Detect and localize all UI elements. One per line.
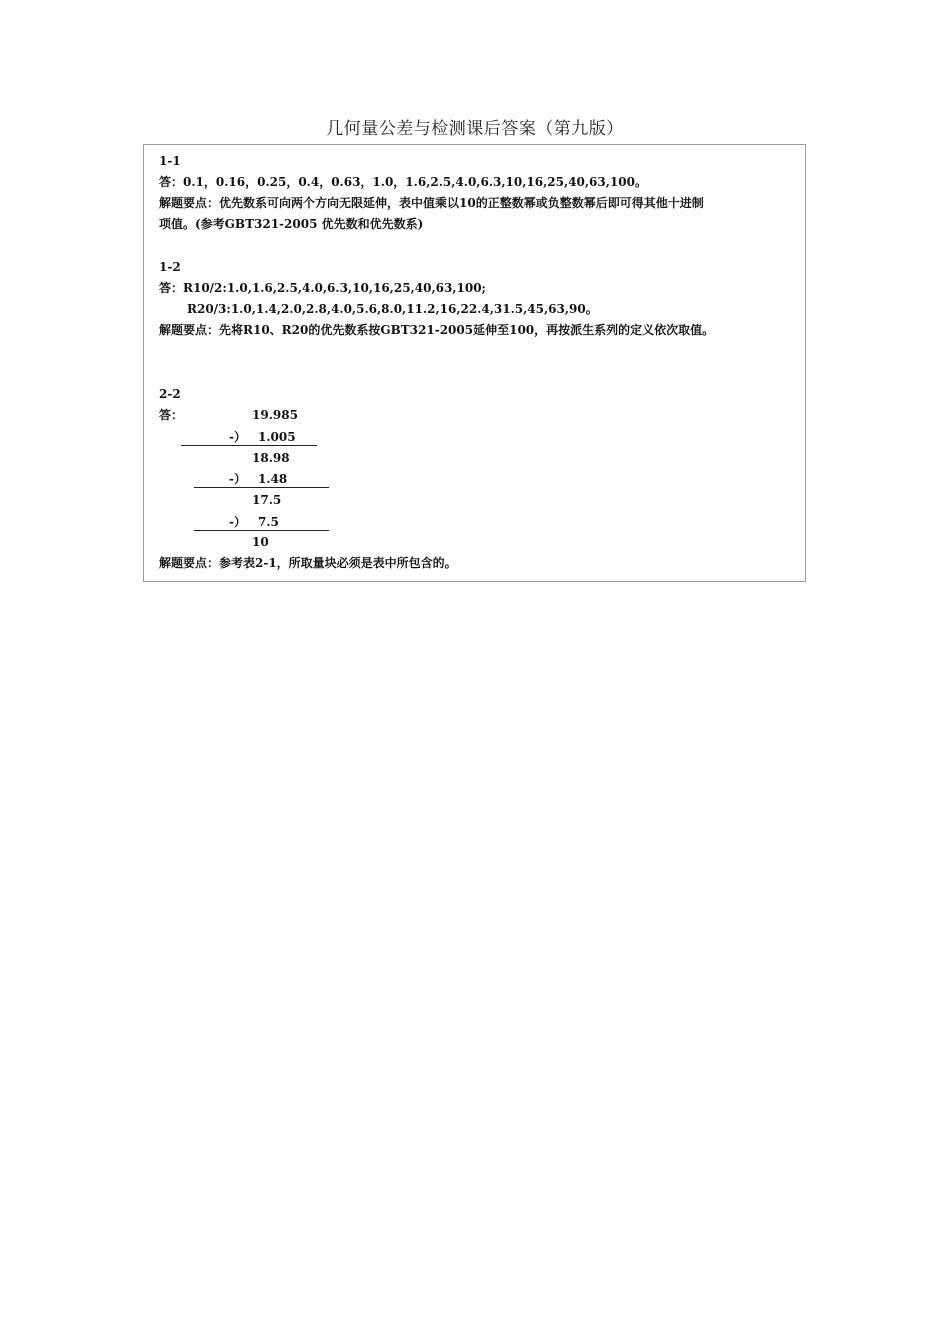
q1-1-key-line-2: 项值。(参考GBT321-2005 优先数和优先数系) (159, 217, 424, 231)
q2-2-minus-sign-1: -） (229, 430, 246, 444)
q2-2-subtrahend-1: 1.005 (258, 430, 296, 444)
q2-2-answer-label: 答： (159, 408, 184, 422)
q1-1-answer: 答：0.1，0.16，0.25，0.4，0.63，1.0，1.6,2.5,4.0,6.3,10,16,25,40,63,100。 (159, 175, 647, 189)
q1-1-heading: 1-1 (159, 154, 181, 168)
q1-2-answer-line-2: R20/3:1.0,1.4,2.0,2.8,4.0,5.6,8.0,11.2,16,22.4,31.5,45,63,90。 (187, 302, 598, 316)
q2-2-subtrahend-2: 1.48 (258, 472, 288, 486)
q2-2-rule-1 (181, 445, 317, 446)
q1-2-heading: 1-2 (159, 260, 181, 274)
q1-2-key-line: 解题要点：先将R10、R20的优先数系按GBT321-2005延伸至100，再按派生系列的定义依次取值。 (159, 323, 715, 337)
q2-2-heading: 2-2 (159, 387, 181, 401)
q2-2-minus-sign-2: -） (229, 472, 246, 486)
q2-2-rule-3 (194, 530, 329, 531)
answer-box (143, 144, 806, 582)
q1-2-answer-line-1: 答：R10/2:1.0,1.6,2.5,4.0,6.3,10,16,25,40,63,100; (159, 281, 486, 295)
q2-2-rule-2 (194, 487, 329, 488)
q1-1-key-line-1: 解题要点：优先数系可向两个方向无限延伸，表中值乘以10的正整数幂或负整数幂后即可得其他十进制 (159, 196, 704, 210)
page-title: 几何量公差与检测课后答案（第九版） (326, 119, 624, 139)
q2-2-subtrahend-3: 7.5 (258, 515, 279, 529)
q2-2-result-1: 18.98 (252, 451, 290, 465)
q2-2-key-line: 解题要点：参考表2-1，所取量块必须是表中所包含的。 (159, 556, 457, 570)
q2-2-value-minuend: 19.985 (252, 408, 298, 422)
q2-2-minus-sign-3: -） (229, 515, 246, 529)
q2-2-result-2: 17.5 (252, 493, 282, 507)
q2-2-result-3: 10 (252, 535, 269, 549)
